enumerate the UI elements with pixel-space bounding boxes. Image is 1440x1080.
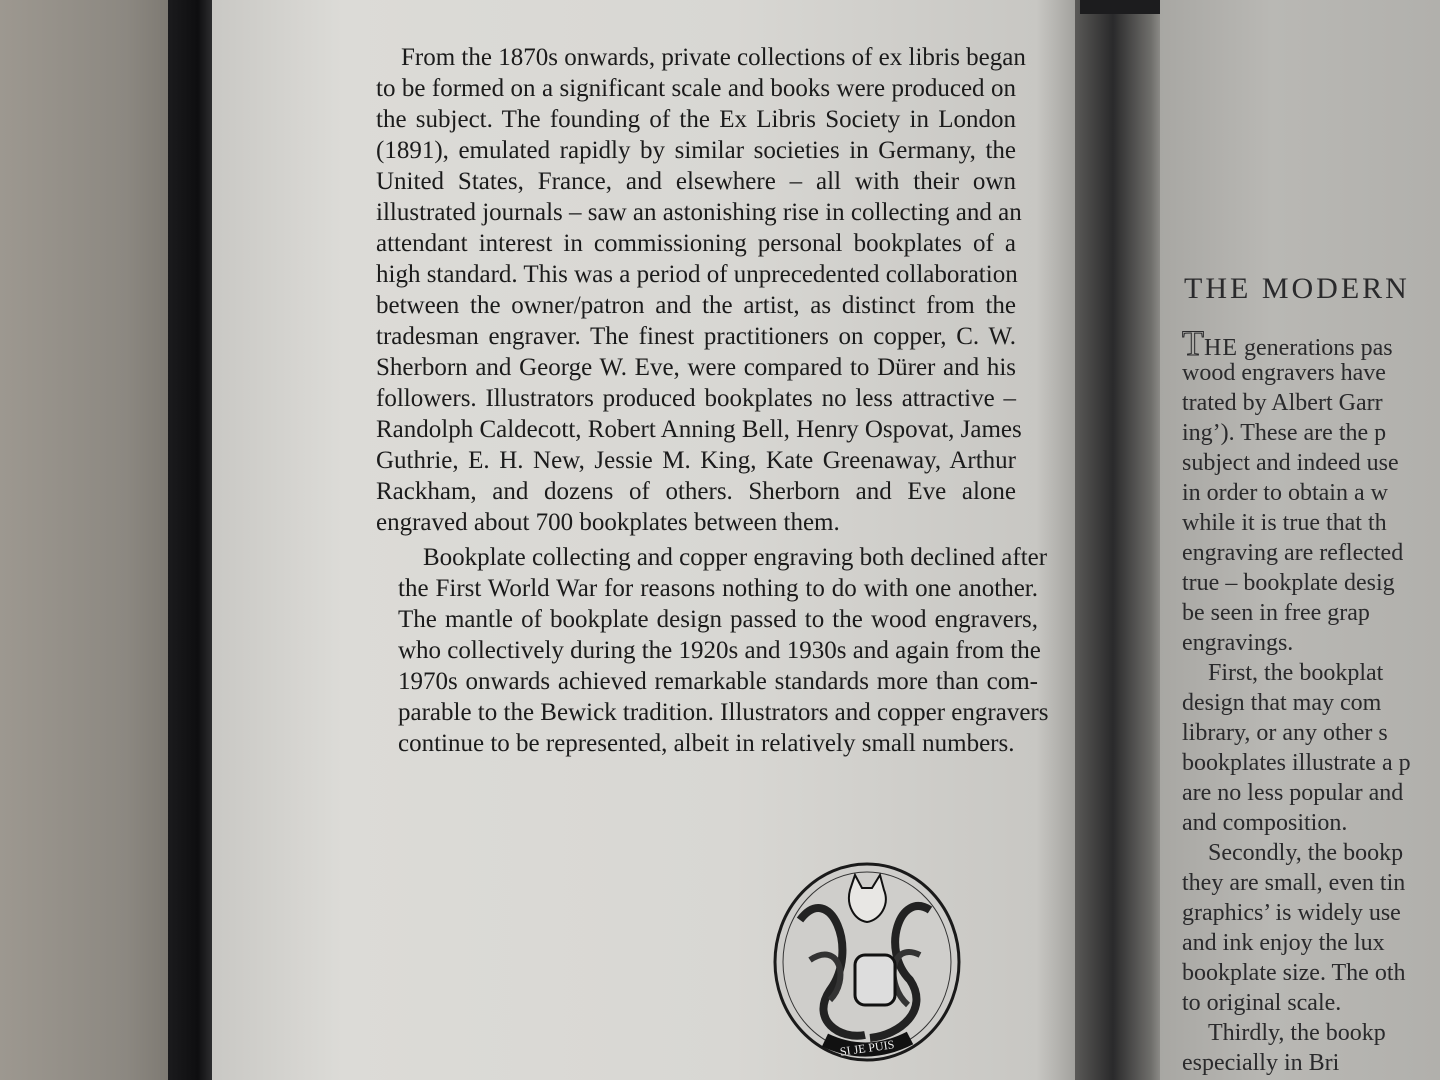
text-line: library, or any other s [1182, 720, 1388, 746]
text-line [1182, 323, 1393, 363]
text-line: graphics’ is widely use [1182, 900, 1401, 926]
text-line: design that may com [1182, 690, 1382, 716]
text-line: Secondly, the bookp [1208, 840, 1404, 866]
text-line: Bookplate collecting and copper engraving both declined after [423, 544, 1048, 571]
text-line: subject and indeed use [1182, 450, 1399, 476]
text-line: First, the bookplat [1208, 660, 1384, 686]
text-line: to be formed on a significant scale and books were produced on [376, 75, 1016, 102]
text-line: wood engravers have [1182, 360, 1386, 386]
text-line: to original scale. [1182, 990, 1342, 1016]
text-line: high standard. This was a period of unprecedented collaboration [376, 261, 1018, 288]
text-line: parable to the Bewick tradition. Illustrators and copper engravers [398, 699, 1049, 726]
text-line: bookplate size. The oth [1182, 960, 1406, 986]
text-line: the subject. The founding of the Ex Libris Society in London [376, 106, 1016, 133]
text-line: and composition. [1182, 810, 1348, 836]
emblem-motto: SI JE PUIS [839, 1037, 896, 1059]
text-line: 1970s onwards achieved remarkable standards more than com- [398, 668, 1038, 695]
text-line: be seen in free grap [1182, 600, 1370, 626]
text-line: engraving are reflected [1182, 540, 1404, 566]
text-line: bookplates illustrate a p [1182, 750, 1411, 776]
text-line: (1891), emulated rapidly by similar societies in Germany, the [376, 137, 1016, 164]
text-line: followers. Illustrators produced bookplates no less attractive – [376, 385, 1016, 412]
drop-cap: T [1182, 323, 1204, 363]
text-line: and ink enjoy the lux [1182, 930, 1385, 956]
text-line: the First World War for reasons nothing to do with one another. [398, 575, 1038, 602]
text-line: From the 1870s onwards, private collections of ex libris began [401, 44, 1026, 71]
text-line: Randolph Caldecott, Robert Anning Bell, Henry Ospovat, James [376, 416, 1022, 443]
text-line: attendant interest in commissioning personal bookplates of a [376, 230, 1016, 257]
text-line: tradesman engraver. The finest practitioners on copper, C. W. [376, 323, 1016, 350]
text-line: engravings. [1182, 630, 1294, 656]
text-line: while it is true that th [1182, 510, 1387, 536]
text-line: between the owner/patron and the artist, as distinct from the [376, 292, 1016, 319]
chapter-heading: THE MODERN [1184, 272, 1410, 305]
text-line: trated by Albert Garr [1182, 390, 1383, 416]
text-line: Sherborn and George W. Eve, were compared to Dürer and his [376, 354, 1016, 381]
text-line-rest: generations pas [1238, 335, 1393, 361]
text-line: illustrated journals – saw an astonishing rise in collecting and an [376, 199, 1022, 226]
text-line: Thirdly, the bookp [1208, 1020, 1386, 1046]
bookplate-emblem [770, 860, 965, 1065]
text-line: Guthrie, E. H. New, Jessie M. King, Kate Greenaway, Arthur [376, 447, 1016, 474]
text-line: true – bookplate desig [1182, 570, 1395, 596]
text-line: engraved about 700 bookplates between them. [376, 509, 840, 536]
text-line: Rackham, and dozens of others. Sherborn and Eve alone [376, 478, 1016, 505]
text-line: ing’). These are the p [1182, 420, 1387, 446]
background-wall [0, 0, 180, 1080]
book-gutter [1075, 0, 1170, 1080]
text-line: continue to be represented, albeit in relatively small numbers. [398, 730, 1015, 757]
book-cover-edge [168, 0, 218, 1080]
text-line: they are small, even tin [1182, 870, 1406, 896]
text-line: especially in Bri [1182, 1050, 1340, 1076]
text-line: in order to obtain a w [1182, 480, 1388, 506]
text-line: who collectively during the 1920s and 1930s and again from the [398, 637, 1041, 664]
text-line: The mantle of bookplate design passed to the wood engravers, [398, 606, 1038, 633]
small-caps-word: HE [1204, 335, 1238, 361]
text-line: are no less popular and [1182, 780, 1404, 806]
text-line: United States, France, and elsewhere – all with their own [376, 168, 1016, 195]
binding-top [1080, 0, 1160, 14]
